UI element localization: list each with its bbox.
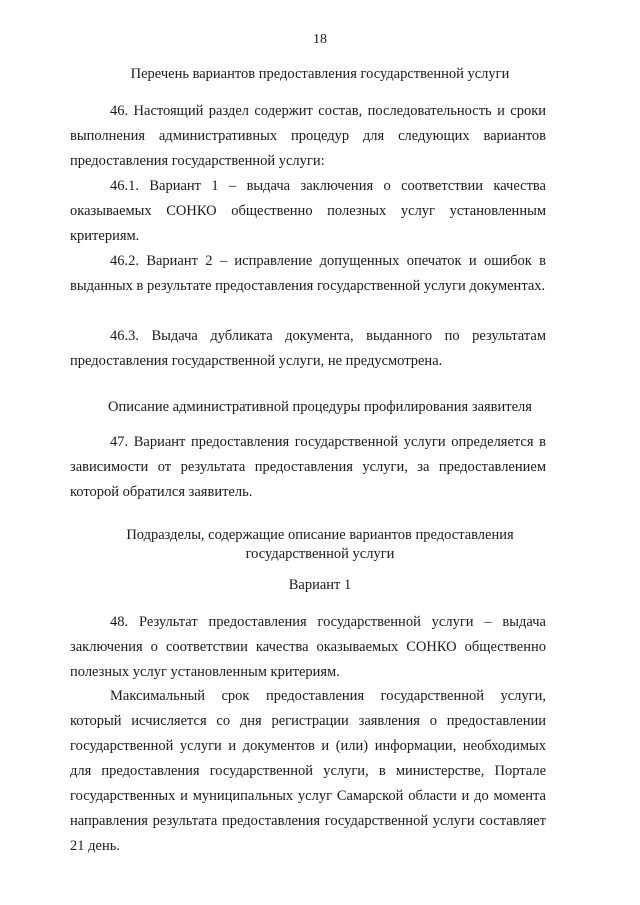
section-heading-subsections-line2: государственной услуги: [245, 546, 395, 562]
paragraph-47: 47. Вариант предоставления государственной услуги определяется в зависимости от результата предоставления услуги, за предоставлением которой обратился заявитель.: [70, 434, 546, 500]
paragraph-max-term: Максимальный срок предоставления государственной услуги, который исчисляется со дня регистрации заявления о предоставлении государственной услуги и документов и (или) информации, необходимых для предоставления государственной услуги, в министерстве, Портале государственных и муниципальных услуг Самарской области и до момента направления результата предоставления государственной услуги составляет 21 день.: [70, 688, 546, 854]
section-heading-variants-list: Перечень вариантов предоставления государственной услуги: [130, 66, 510, 82]
section-heading-subsections-line1: Подразделы, содержащие описание вариантов предоставления: [126, 527, 514, 543]
page-number: 18: [313, 32, 327, 47]
section-heading-profiling: Описание административной процедуры профилирования заявителя: [108, 399, 532, 415]
paragraph-46-3: 46.3. Выдача дубликата документа, выданного по результатам предоставления государственной услуги, не предусмотрена.: [70, 328, 546, 369]
paragraph-46: 46. Настоящий раздел содержит состав, последовательность и сроки выполнения административных процедур для следующих вариантов предоставления государственной услуги:: [70, 103, 546, 169]
paragraph-48: 48. Результат предоставления государственной услуги – выдача заключения о соответствии качества оказываемых СОНКО общественно полезных услуг установленным критериям.: [70, 614, 546, 680]
section-heading-subsections: [60, 526, 580, 564]
paragraph-46-2: 46.2. Вариант 2 – исправление допущенных опечаток и ошибок в выданных в результате предоставления государственной услуги документах.: [70, 253, 546, 294]
paragraph-46-1: 46.1. Вариант 1 – выдача заключения о соответствии качества оказываемых СОНКО общественно полезных услуг установленным критериям.: [70, 178, 546, 244]
variant-1-heading: Вариант 1: [288, 577, 352, 593]
